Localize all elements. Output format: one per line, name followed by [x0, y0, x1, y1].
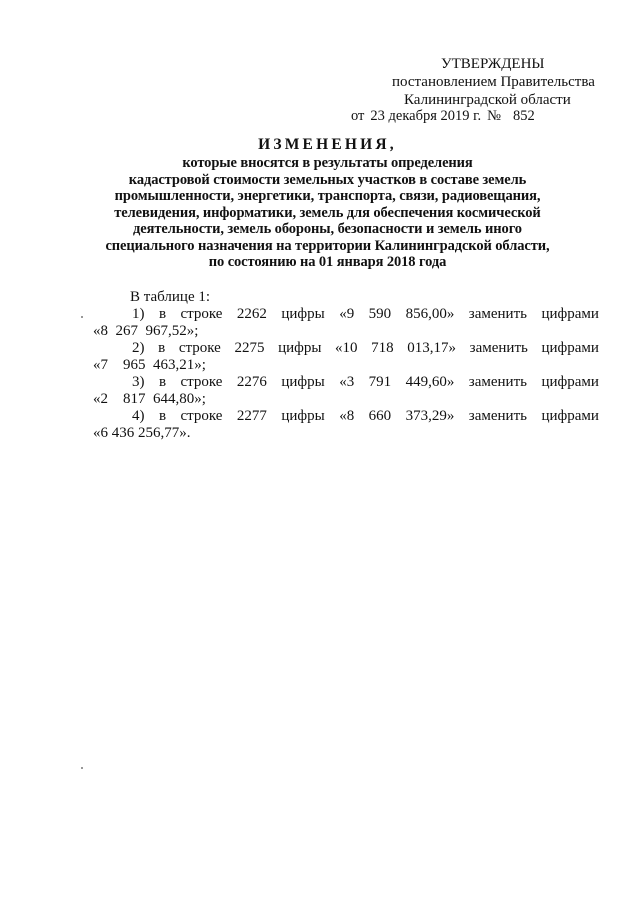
date-prefix: от [351, 108, 365, 124]
old-value-part: 013,17» [407, 340, 457, 356]
new-value-part: 967,52»; [145, 323, 199, 339]
old-value-part: «8 [339, 408, 355, 424]
old-value-part: 718 [371, 340, 394, 356]
new-value-line-2 [93, 357, 599, 374]
heading-line: деятельности, земель обороны, безопасности и земель иного [133, 221, 522, 237]
new-value-part: 965 [123, 357, 146, 373]
item-number: 2) [132, 340, 145, 356]
approval-date-number [351, 107, 535, 125]
new-value-part: «7 [93, 357, 108, 373]
document-heading [100, 135, 555, 271]
approval-number: 852 [512, 108, 535, 124]
table-intro: В таблице 1: [130, 289, 211, 305]
item-word: цифры [281, 306, 325, 322]
new-value-part: «2 [93, 391, 108, 407]
item-number: 3) [132, 374, 145, 390]
new-value-part: «6 436 [93, 425, 135, 441]
new-value-part: 267 [115, 323, 138, 339]
item-word: в [158, 306, 167, 322]
new-value-line-1 [93, 323, 599, 340]
new-value-part: 256,77». [138, 425, 191, 441]
old-value-part: «9 [339, 306, 355, 322]
item-word: заменить [468, 408, 527, 424]
approval-date: 23 декабря 2019 г. [370, 108, 482, 124]
change-item-4 [93, 408, 599, 425]
approval-title: УТВЕРЖДЕНЫ [441, 56, 545, 72]
item-word: заменить [468, 306, 527, 322]
approval-region: Калининградской области [404, 92, 571, 108]
row-number: 2262 [236, 306, 267, 322]
old-value-part: 856,00» [405, 306, 455, 322]
change-item-2 [93, 340, 599, 357]
item-word: заменить [468, 374, 527, 390]
item-word: заменить [469, 340, 528, 356]
scan-speck [81, 316, 83, 318]
old-value-part: 660 [368, 408, 392, 424]
row-number: 2275 [234, 340, 265, 356]
item-word: цифрами [541, 306, 599, 322]
item-word: цифры [278, 340, 322, 356]
old-value-part: 791 [368, 374, 392, 390]
item-word: цифрами [541, 340, 599, 356]
heading-line: промышленности, энергетики, транспорта, связи, радиовещания, [114, 188, 541, 204]
scan-speck [81, 767, 83, 769]
item-word: строке [178, 340, 221, 356]
change-item-1 [93, 306, 599, 323]
document-body [93, 289, 599, 442]
old-value-part: 449,60» [405, 374, 455, 390]
item-word: цифры [281, 408, 325, 424]
item-word: строке [180, 408, 223, 424]
new-value-part: «8 [93, 323, 108, 339]
item-word: цифры [281, 374, 325, 390]
item-word: строке [180, 374, 223, 390]
new-value-part: 463,21»; [153, 357, 206, 373]
number-sign: № [487, 108, 501, 124]
item-word: в [158, 408, 167, 424]
old-value-part: «3 [339, 374, 355, 390]
new-value-part: 817 [123, 391, 146, 407]
item-number: 1) [132, 306, 145, 322]
old-value-part: 590 [368, 306, 392, 322]
item-word: цифрами [541, 408, 599, 424]
old-value-part: 373,29» [405, 408, 455, 424]
item-word: цифрами [541, 374, 599, 390]
heading-line: по состоянию на 01 января 2018 года [208, 254, 447, 270]
new-value-part: 644,80»; [153, 391, 206, 407]
heading-line: кадастровой стоимости земельных участков в составе земель [128, 171, 527, 188]
item-word: строке [180, 306, 223, 322]
row-number: 2276 [236, 374, 267, 390]
heading-line: которые вносятся в результаты определения [182, 155, 473, 171]
item-word: в [158, 374, 167, 390]
approval-authority: постановлением Правительства [392, 74, 595, 90]
heading-line: телевидения, информатики, земель для обеспечения космической [114, 204, 541, 221]
new-value-line-3 [93, 391, 599, 408]
heading-line: специального назначения на территории Калининградской области, [105, 237, 550, 254]
change-item-3 [93, 374, 599, 391]
new-value-line-4 [93, 425, 599, 442]
document-title: ИЗМЕНЕНИЯ, [258, 136, 397, 153]
item-word: в [158, 340, 166, 356]
old-value-part: «10 [335, 340, 358, 356]
row-number: 2277 [236, 408, 267, 424]
item-number: 4) [132, 408, 145, 424]
